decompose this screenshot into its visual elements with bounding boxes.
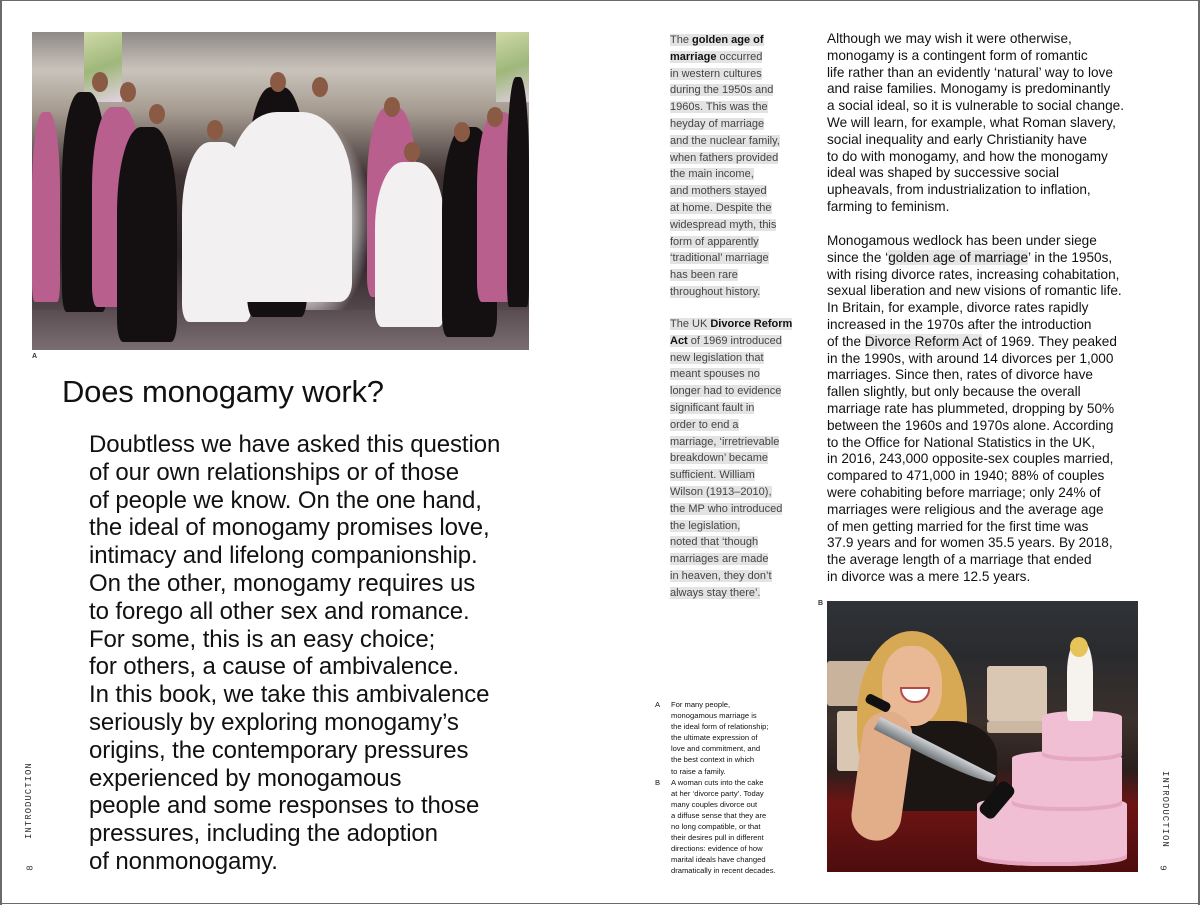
- figure-captions: [655, 699, 805, 877]
- crossref-golden-age-link[interactable]: golden age of marriage: [888, 249, 1029, 265]
- crossref-divorce-reform-act-link[interactable]: Divorce Reform Act: [864, 333, 982, 349]
- sidenote-line: [670, 133, 795, 150]
- sidenote-line: [670, 49, 795, 66]
- bold-term: marriage: [670, 50, 717, 63]
- caption-line: at her ‘divorce party’. Today: [671, 788, 764, 798]
- sidenote-line: [670, 234, 795, 251]
- caption-line: marital ideals have changed: [671, 855, 766, 865]
- caption-line: their desires pull in different: [671, 833, 764, 843]
- face: [120, 82, 136, 102]
- text: of 1969 introduced: [687, 334, 782, 347]
- bridesmaid: [32, 112, 60, 302]
- sidenote-line: [670, 183, 795, 200]
- body-line: [827, 367, 1147, 384]
- text: the MP who introduced: [670, 502, 783, 515]
- caption-line: the best context in which: [671, 755, 755, 765]
- text: always stay there’.: [670, 586, 761, 599]
- body-line: [827, 418, 1147, 435]
- intro-line: For some, this is an easy choice;: [89, 625, 436, 653]
- sidenote-line: [670, 333, 795, 350]
- bold-term: Divorce Reform: [710, 318, 793, 330]
- text: when fathers provided: [670, 151, 779, 164]
- text: since the ‘: [827, 249, 889, 265]
- body-line: upheavals, from industrialization to inflation,: [827, 182, 1091, 198]
- bold-term: Act: [670, 334, 688, 347]
- text: the legislation,: [670, 519, 741, 532]
- text: marriages are made: [670, 553, 769, 566]
- body-line: ideal was shaped by successive social: [827, 165, 1059, 181]
- body-line: [827, 384, 1147, 401]
- body-line: [827, 519, 1147, 536]
- sidenote-line: [670, 484, 795, 501]
- text: in 2016, 243,000 opposite-sex couples married,: [827, 451, 1114, 467]
- text: occurred: [716, 50, 763, 63]
- caption-line: the ideal form of relationship;: [671, 722, 769, 732]
- text: of men getting married for the first time was: [827, 518, 1089, 534]
- face: [92, 72, 108, 92]
- caption-line: dramatically in recent decades.: [671, 866, 776, 876]
- caption-line: A woman cuts into the cake: [671, 777, 764, 787]
- text: during the 1950s and: [670, 84, 774, 97]
- bride-figurine-head: [1070, 637, 1088, 657]
- intro-line: people and some responses to those: [89, 792, 480, 820]
- text: In Britain, for example, divorce rates rapidly: [827, 300, 1089, 316]
- text: were cohabiting before marriage; only 24% of: [827, 484, 1101, 500]
- body-line: [827, 283, 1147, 300]
- caption-b: [655, 777, 805, 877]
- text: compared to 471,000 in 1940; 88% of couples: [827, 468, 1105, 484]
- sidenote-line: [670, 66, 795, 83]
- figure-b-label: B: [818, 600, 824, 607]
- text: throughout history.: [670, 285, 761, 298]
- intro-paragraph: [89, 431, 539, 876]
- body-line: a social ideal, so it is vulnerable to social change.: [827, 98, 1124, 114]
- body-line: [827, 334, 1147, 351]
- page-edge-left: [0, 1, 2, 905]
- intro-line: intimacy and lifelong companionship.: [89, 542, 478, 570]
- running-head-right: INTRODUCTION: [1160, 771, 1170, 848]
- sidenote-line: [670, 501, 795, 518]
- text: the average length of a marriage that ended: [827, 552, 1092, 568]
- text: breakdown’ became: [670, 452, 769, 465]
- text: order to end a: [670, 418, 739, 431]
- sidenote-line: [670, 267, 795, 284]
- caption-letter: B: [655, 777, 661, 787]
- page-number-left: 8: [25, 865, 36, 871]
- text: of the: [827, 333, 865, 349]
- body-paragraph-1: [827, 31, 1147, 216]
- page-number-right: 9: [1157, 865, 1168, 871]
- chapter-heading: Does monogamy work?: [62, 374, 384, 409]
- text: sexual liberation and new visions of romantic life.: [827, 283, 1122, 299]
- intro-line: of our own relationships or of those: [89, 458, 459, 486]
- caption-line: directions: evidence of how: [671, 844, 763, 854]
- sidenote-divorce-reform-act: [670, 316, 795, 602]
- text: new legislation that: [670, 351, 764, 364]
- sidenote-line: [670, 383, 795, 400]
- sidenote-line: [670, 350, 795, 367]
- sidenote-line: [670, 150, 795, 167]
- intro-line: origins, the contemporary pressures: [89, 736, 469, 764]
- text: the main income,: [670, 168, 754, 181]
- face: [149, 104, 165, 124]
- bride-gown: [227, 112, 352, 302]
- intro-line: experienced by monogamous: [89, 764, 402, 792]
- sidenote-line: [670, 284, 795, 301]
- text: significant fault in: [670, 401, 755, 414]
- text: fallen slightly, but only because the overall: [827, 384, 1081, 400]
- body-line: [827, 351, 1147, 368]
- face: [207, 120, 223, 140]
- text: meant spouses no: [670, 368, 760, 381]
- text: in divorce was a mere 12.5 years.: [827, 568, 1031, 584]
- figure-a-wedding-photo: [32, 32, 529, 350]
- text: at home. Despite the: [670, 201, 772, 214]
- intro-line: On the other, monogamy requires us: [89, 569, 476, 597]
- text: and mothers stayed: [670, 185, 767, 198]
- text: between the 1960s and 1970s alone. According: [827, 417, 1114, 433]
- intro-line: of nonmonogamy.: [89, 847, 278, 875]
- groomsman: [507, 77, 529, 307]
- sidenote-line: [670, 585, 795, 602]
- text: marriage rate has plummeted, dropping by 50%: [827, 400, 1115, 416]
- sidenote-line: [670, 217, 795, 234]
- text: in heaven, they don’t: [670, 569, 772, 582]
- text: has been rare: [670, 269, 738, 282]
- face: [487, 107, 503, 127]
- intro-line: In this book, we take this ambivalence: [89, 681, 490, 709]
- sidenote-line: [670, 400, 795, 417]
- caption-line: many couples divorce out: [671, 799, 758, 809]
- text: form of apparently: [670, 235, 759, 248]
- text: marriages were religious and the average age: [827, 501, 1104, 517]
- body-line: [827, 502, 1147, 519]
- body-line: to do with monogamy, and how the monogamy: [827, 148, 1108, 164]
- body-line: [827, 485, 1147, 502]
- caption-a: [655, 699, 805, 777]
- text: ’ in the 1950s,: [1028, 249, 1113, 265]
- sidenote-line: [670, 32, 795, 49]
- flower-girl: [375, 162, 445, 327]
- text: increased in the 1970s after the introduction: [827, 316, 1092, 332]
- intro-line: the ideal of monogamy promises love,: [89, 514, 490, 542]
- face: [454, 122, 470, 142]
- intro-line: Doubtless we have asked this question: [89, 431, 501, 458]
- text: Wilson (1913–2010),: [670, 485, 772, 498]
- text: marriage, ‘irretrievable: [670, 435, 780, 448]
- sidenote-line: [670, 534, 795, 551]
- text: 1960s. This was the: [670, 101, 768, 114]
- body-line: [827, 250, 1147, 267]
- sidenote-line: [670, 417, 795, 434]
- body-line: [827, 233, 1147, 250]
- body-line: monogamy is a contingent form of romantic: [827, 47, 1088, 63]
- text: with rising divorce rates, increasing cohabitation,: [827, 266, 1120, 282]
- body-line: social inequality and early Christianity have: [827, 131, 1087, 147]
- body-line: [827, 535, 1147, 552]
- text: and the nuclear family,: [670, 134, 780, 147]
- sidenote-line: [670, 316, 795, 333]
- sidenote-line: [670, 467, 795, 484]
- body-line: [827, 435, 1147, 452]
- body-line: [827, 451, 1147, 468]
- body-line: Although we may wish it were otherwise,: [827, 31, 1072, 46]
- body-line: farming to feminism.: [827, 198, 950, 214]
- running-head-left: INTRODUCTION: [24, 762, 34, 839]
- text: noted that ‘though: [670, 536, 759, 549]
- caption-letter: A: [655, 700, 661, 709]
- face: [404, 142, 420, 162]
- text: 37.9 years and for women 35.5 years. By 2018,: [827, 535, 1113, 551]
- sidenote-line: [670, 551, 795, 568]
- face: [384, 97, 400, 117]
- caption-line: love and commitment, and: [671, 744, 761, 754]
- text: The UK: [670, 318, 711, 330]
- body-line: [827, 300, 1147, 317]
- chair: [987, 666, 1047, 721]
- sidenote-line: [670, 200, 795, 217]
- figure-a-label: A: [32, 353, 38, 360]
- body-line: and raise families. Monogamy is predominantly: [827, 81, 1111, 97]
- intro-line: for others, a cause of ambivalence.: [89, 653, 460, 681]
- sidenote-line: [670, 250, 795, 267]
- caption-line: to raise a family.: [671, 766, 726, 776]
- text: longer had to evidence: [670, 385, 782, 398]
- intro-line: seriously by exploring monogamy’s: [89, 708, 459, 736]
- sidenote-line: [670, 434, 795, 451]
- text: in western cultures: [670, 67, 762, 80]
- chair: [987, 721, 1047, 733]
- text: widespread myth, this: [670, 218, 777, 231]
- sidenote-line: [670, 518, 795, 535]
- text: The: [670, 34, 693, 46]
- body-line: [827, 317, 1147, 334]
- text: heyday of marriage: [670, 117, 765, 130]
- sidenote-line: [670, 82, 795, 99]
- body-line: [827, 401, 1147, 418]
- text: sufficient. William: [670, 469, 755, 482]
- face: [312, 77, 328, 97]
- figure-b-divorce-party-photo: [827, 601, 1138, 872]
- sidenote-line: [670, 116, 795, 133]
- bold-term: golden age of: [692, 34, 764, 46]
- caption-line: no long compatible, or that: [671, 822, 761, 832]
- body-line: [827, 552, 1147, 569]
- body-line: [827, 267, 1147, 284]
- intro-line: of people we know. On the one hand,: [89, 486, 482, 514]
- sidenote-line: [670, 366, 795, 383]
- body-line: [827, 569, 1147, 586]
- face: [270, 72, 286, 92]
- page-boy: [117, 127, 177, 342]
- body-line: We will learn, for example, what Roman slavery,: [827, 114, 1116, 130]
- caption-line: For many people,: [671, 700, 731, 709]
- sidenote-line: [670, 166, 795, 183]
- sidenote-line: [670, 568, 795, 585]
- body-paragraph-2: [827, 233, 1147, 586]
- sidenote-line: [670, 450, 795, 467]
- body-line: life rather than an evidently ‘natural’ way to love: [827, 64, 1113, 80]
- body-line: [827, 468, 1147, 485]
- text: Monogamous wedlock has been under siege: [827, 233, 1097, 248]
- sidenote-golden-age: [670, 32, 795, 301]
- caption-line: the ultimate expression of: [671, 733, 758, 743]
- sidenote-line: [670, 99, 795, 116]
- text: of 1969. They peaked: [981, 333, 1117, 349]
- text: marriages. Since then, rates of divorce have: [827, 367, 1093, 383]
- caption-line: monogamous marriage is: [671, 711, 757, 721]
- text: in the 1990s, with around 14 divorces per 1,000: [827, 350, 1114, 366]
- text: ‘traditional’ marriage: [670, 252, 769, 265]
- intro-line: pressures, including the adoption: [89, 820, 438, 848]
- caption-line: a diffuse sense that they are: [671, 810, 767, 820]
- text: to the Office for National Statistics in the UK,: [827, 434, 1095, 450]
- intro-line: to forego all other sex and romance.: [89, 597, 470, 625]
